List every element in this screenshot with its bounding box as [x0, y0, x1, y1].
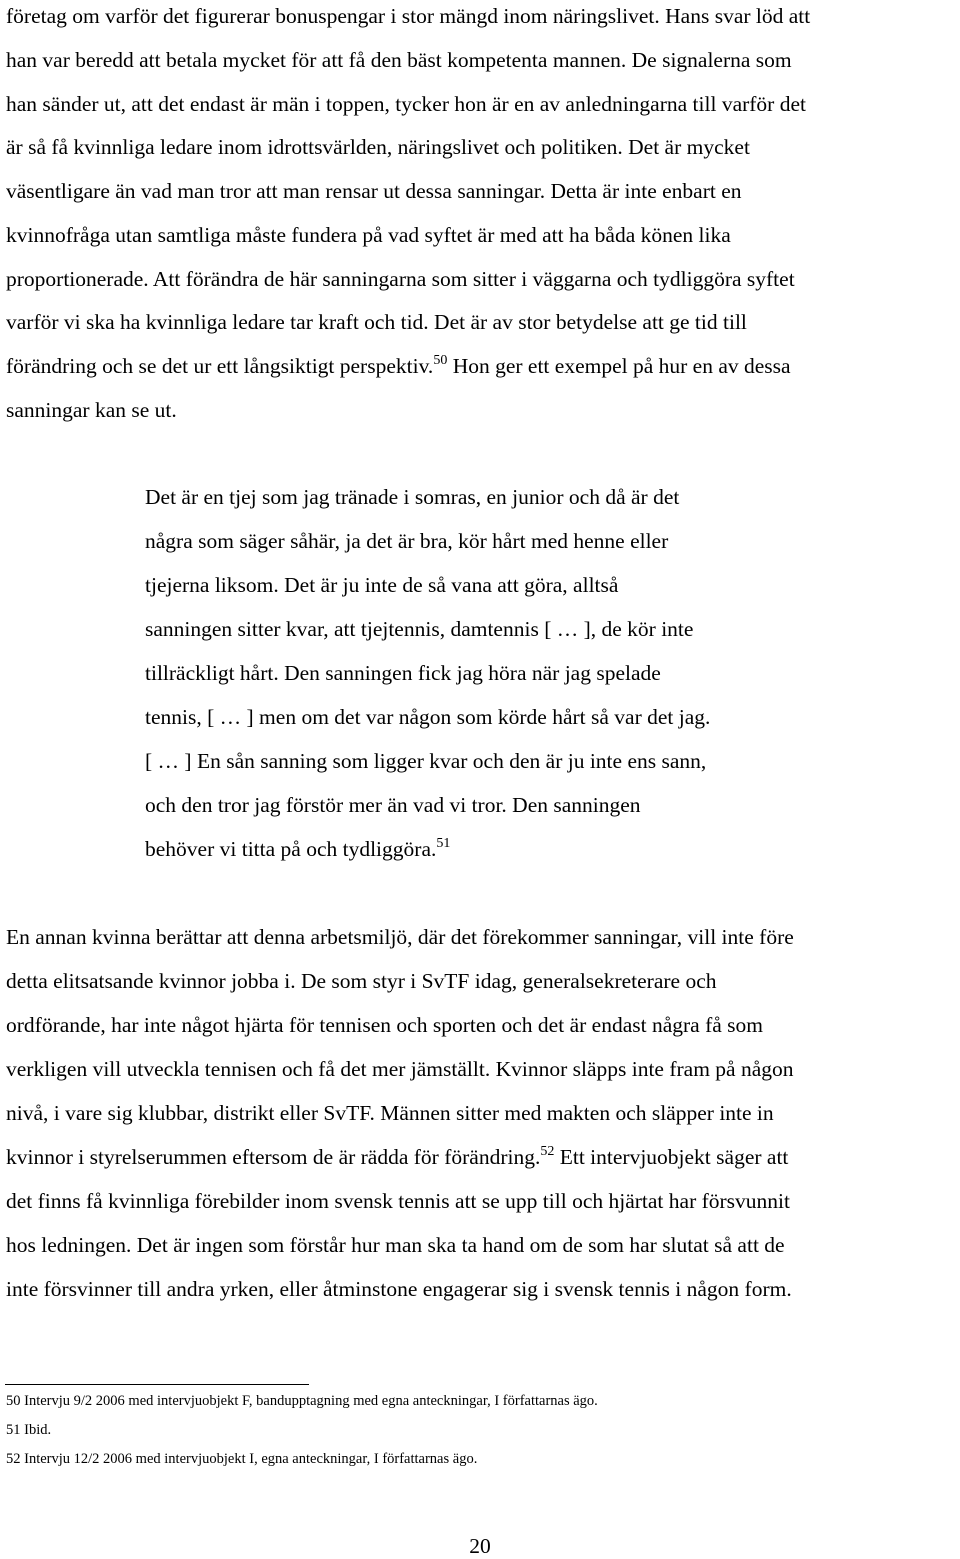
text-segment: Ett intervjuobjekt säger att	[554, 1145, 789, 1169]
quote-line: [ … ] En sån sanning som ligger kvar och den är ju inte ens sann,	[145, 749, 707, 773]
page-number: 20	[469, 1534, 491, 1558]
text-line: han sänder ut, att det endast är män i toppen, tycker hon är en av anledningarna till varför det	[6, 92, 806, 116]
text-segment: behöver vi titta på och tydliggöra.	[145, 837, 437, 861]
text-line: inte försvinner till andra yrken, eller åtminstone engagerar sig i svensk tennis i någon form.	[6, 1277, 792, 1301]
text-line: nivå, i vare sig klubbar, distrikt eller SvTF. Männen sitter med makten och släpper inte in	[6, 1101, 774, 1125]
text-line: varför vi ska ha kvinnliga ledare tar kraft och tid. Det är av stor betydelse att ge tid till	[6, 310, 747, 334]
text-line: det finns få kvinnliga förebilder inom svensk tennis att se upp till och hjärtat har försvunnit	[6, 1189, 790, 1213]
text-line: kvinnofråga utan samtliga måste fundera på vad syftet är med att ha båda könen lika	[6, 223, 731, 247]
quote-line: tillräckligt hårt. Den sanningen fick jag höra när jag spelade	[145, 661, 661, 685]
quote-line: Det är en tjej som jag tränade i somras, en junior och då är det	[145, 485, 680, 509]
text-line	[6, 1144, 788, 1170]
text-line: verkligen vill utveckla tennisen och få det mer jämställt. Kvinnor släpps inte fram på någon	[6, 1057, 794, 1081]
text-line	[6, 353, 791, 379]
quote-line	[145, 836, 450, 862]
text-line: sanningar kan se ut.	[6, 398, 177, 422]
text-line: En annan kvinna berättar att denna arbetsmiljö, där det förekommer sanningar, vill inte före	[6, 925, 794, 949]
text-line: är så få kvinnliga ledare inom idrottsvärlden, näringslivet och politiken. Det är mycket	[6, 135, 750, 159]
quote-line: sanningen sitter kvar, att tjejtennis, damtennis [ … ], de kör inte	[145, 617, 694, 641]
quote-line: några som säger såhär, ja det är bra, kör hårt med henne eller	[145, 529, 669, 553]
footnote-50: 50 Intervju 9/2 2006 med intervjuobjekt F, bandupptagning med egna anteckningar, I författarnas ägo.	[6, 1393, 598, 1409]
text-line: detta elitsatsande kvinnor jobba i. De som styr i SvTF idag, generalsekreterare och	[6, 969, 717, 993]
text-line: väsentligare än vad man tror att man rensar ut dessa sanningar. Detta är inte enbart en	[6, 179, 742, 203]
footnote-ref-52[interactable]: 52	[540, 1144, 555, 1159]
text-line: han var beredd att betala mycket för att få den bäst kompetenta mannen. De signalerna som	[6, 48, 792, 72]
footnote-51: 51 Ibid.	[6, 1422, 52, 1438]
text-segment: kvinnor i styrelserummen eftersom de är rädda för förändring.	[6, 1145, 541, 1169]
text-segment: förändring och se det ur ett långsiktigt perspektiv.	[6, 354, 434, 378]
text-line: proportionerade. Att förändra de här sanningarna som sitter i väggarna och tydliggöra syftet	[6, 267, 795, 291]
footnote-ref-51[interactable]: 51	[436, 836, 451, 851]
text-line: ordförande, har inte något hjärta för tennisen och sporten och det är endast några få som	[6, 1013, 763, 1037]
quote-line: och den tror jag förstör mer än vad vi tror. Den sanningen	[145, 793, 641, 817]
footnote-separator	[5, 1384, 309, 1385]
text-line: företag om varför det figurerar bonuspengar i stor mängd inom näringslivet. Hans svar löd att	[6, 4, 811, 28]
quote-line: tjejerna liksom. Det är ju inte de så vana att göra, alltså	[145, 573, 619, 597]
footnote-52: 52 Intervju 12/2 2006 med intervjuobjekt I, egna anteckningar, I författarnas ägo.	[6, 1451, 478, 1467]
text-line: hos ledningen. Det är ingen som förstår hur man ska ta hand om de som har slutat så att de	[6, 1233, 785, 1257]
footnote-ref-50[interactable]: 50	[433, 353, 448, 368]
quote-line: tennis, [ … ] men om det var någon som körde hårt så var det jag.	[145, 705, 711, 729]
text-segment: Hon ger ett exempel på hur en av dessa	[447, 354, 791, 378]
